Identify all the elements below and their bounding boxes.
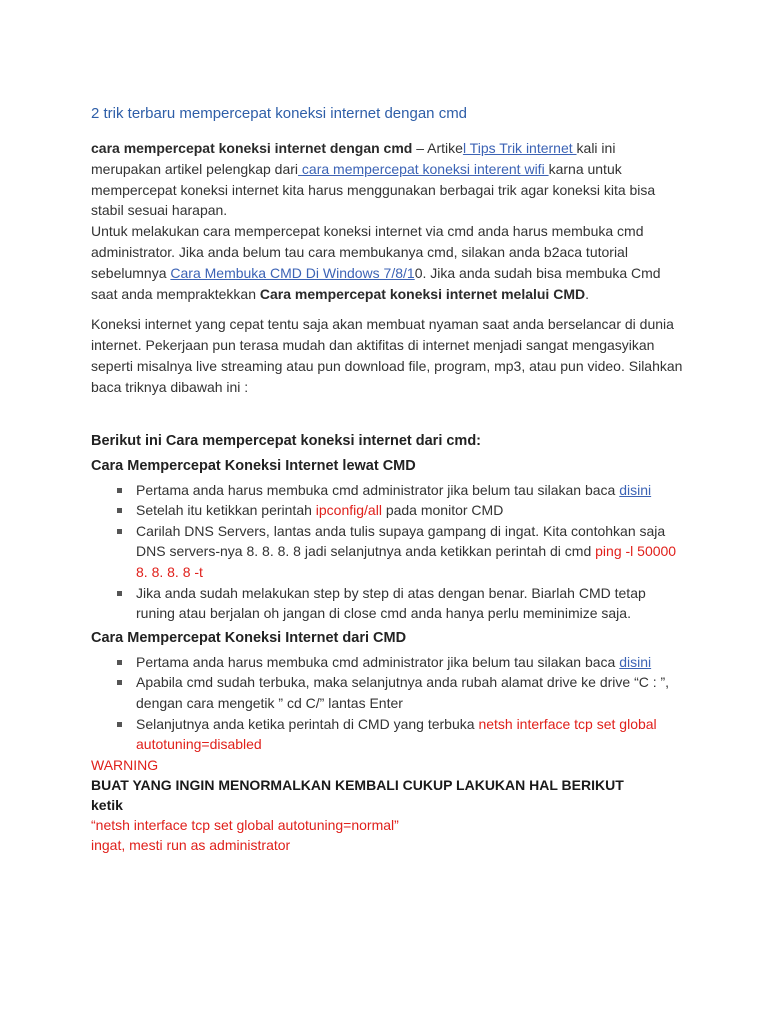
section1-list — [91, 480, 688, 624]
section2-list — [91, 652, 688, 755]
link-open-cmd-windows[interactable]: Cara Membuka CMD Di Windows 7/8/1 — [170, 264, 415, 281]
list-item-text: Pertama anda harus membuka cmd administrator jika belum tau silakan baca — [136, 653, 620, 670]
command-ipconfig: ipconfig/all — [315, 502, 382, 519]
section2-heading: Cara Mempercepat Koneksi Internet dari CMD — [91, 629, 407, 646]
intro-paragraph — [91, 138, 688, 304]
link-disini-1[interactable]: disini — [619, 481, 652, 498]
intro-bold-end: Cara mempercepat koneksi internet melalui CMD — [259, 285, 586, 302]
intro-text-2: karna untuk mempercepat koneksi internet kita harus menggunakan berbagai trik agar koneksi kita bisa stabil sesuai harapan. — [91, 160, 656, 219]
list-item-text: Jika anda sudah melakukan step by step di atas dengan benar. Biarlah CMD tetap runing atau berjalan oh jangan di close cmd anda hanya perlu meminimize saja. — [136, 584, 646, 622]
admin-note: ingat, mesti run as administrator — [91, 836, 291, 853]
internet-paragraph: Koneksi internet yang cepat tentu saja akan membuat nyaman saat anda berselancar di dunia internet. Pekerjaan pun terasa mudah dan aktifitas di internet menjadi sangat mengasyikan seperti misalnya live streaming atau pun download file, program, mp3, atau pun video. Silahkan baca triknya dibawah ini : — [91, 316, 683, 395]
intro-dash: – Artike — [412, 140, 463, 156]
link-disini-2[interactable]: disini — [619, 653, 652, 670]
list-item — [91, 714, 688, 755]
link-tips-trik-internet[interactable]: l Tips Trik internet — [462, 140, 577, 156]
ketik-label: ketik — [91, 796, 123, 813]
list-item — [91, 672, 688, 713]
page-title: 2 trik terbaru mempercepat koneksi internet dengan cmd — [91, 105, 468, 122]
list-item-text: Setelah itu ketikkan perintah — [136, 502, 316, 519]
intro-text-1: kali ini merupakan artikel pelengkap dari — [91, 140, 616, 177]
heading-berikut: Berikut ini Cara mempercepat koneksi internet dari cmd: — [91, 432, 482, 449]
command-ping: ping -l 50000 8. 8. 8. 8 -t — [136, 543, 677, 580]
list-item — [91, 521, 688, 583]
intro-lead-bold: cara mempercepat koneksi internet dengan cmd — [91, 140, 413, 156]
normalize-instruction: BUAT YANG INGIN MENORMALKAN KEMBALI CUKUP LAKUKAN HAL BERIKUT — [91, 776, 624, 793]
section1-heading: Cara Mempercepat Koneksi Internet lewat CMD — [91, 457, 416, 474]
list-item-text: Carilah DNS Servers, lantas anda tulis supaya gampang di ingat. Kita contohkan saja DNS servers-nya 8. 8. 8. 8 jadi selanjutnya anda ketikkan perintah di cmd — [136, 522, 666, 560]
intro-text-3: Untuk melakukan cara mempercepat koneksi internet via cmd anda harus membuka cmd administrator. Jika anda belum tau cara membukanya cmd, silakan anda b2aca tutorial sebelumnya — [91, 223, 644, 281]
list-item — [91, 500, 688, 521]
list-item — [91, 583, 688, 624]
list-item-text: pada monitor CMD — [381, 502, 504, 519]
warning-label: WARNING — [91, 756, 159, 773]
list-item — [91, 652, 688, 673]
list-item — [91, 480, 688, 501]
link-wifi-article[interactable]: cara mempercepat koneksi interent wifi — [298, 160, 549, 177]
list-item-text: Pertama anda harus membuka cmd administrator jika belum tau silakan baca — [136, 481, 620, 498]
intro-period: . — [585, 285, 589, 302]
list-item-text: Selanjutnya anda ketika perintah di CMD yang terbuka — [136, 715, 479, 732]
list-item-text: Apabila cmd sudah terbuka, maka selanjutnya anda rubah alamat drive ke drive “C : ”, dengan cara mengetik ” cd C/” lantas Enter — [136, 674, 670, 711]
command-netsh-normal: “netsh interface tcp set global autotuning=normal” — [91, 816, 399, 833]
intro-text-4: 0. Jika anda sudah bisa membuka Cmd saat anda mempraktekkan — [91, 264, 661, 302]
command-netsh-disabled: netsh interface tcp set global autotuning=disabled — [136, 715, 657, 753]
